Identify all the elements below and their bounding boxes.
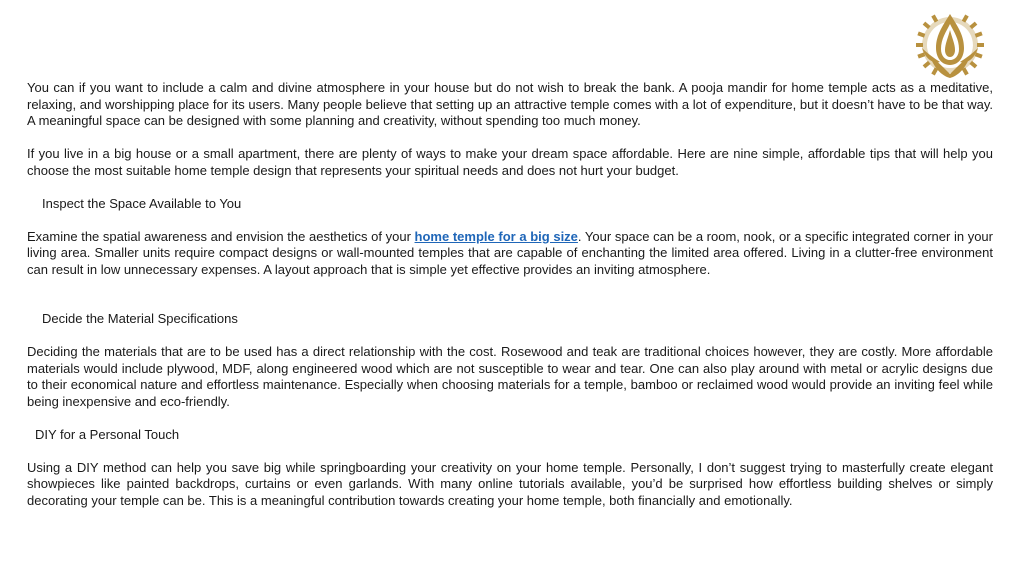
paragraph-spacer — [27, 443, 993, 460]
paragraph-spacer — [27, 212, 993, 229]
section-heading-diy: DIY for a Personal Touch — [35, 426, 180, 442]
section-paragraph-material: Deciding the materials that are to be used has a direct relationship with the cost. Rosewood and teak are traditional choices however, they are costly. More affordable materials would include plywood, MDF, along engineered wood which are not susceptible to wear and tear. One can also play around with metal or acrylic designs due to their economical nature and effortless maintenance. Especially when choosing materials for a temple, bamboo or reclaimed wood would provide an inviting feel while being inexpensive and eco-friendly. — [27, 344, 993, 409]
intro-paragraph-1: You can if you want to include a calm and divine atmosphere in your house but do not wish to break the bank. A pooja mandir for home temple acts as a meditative, relaxing, and worshipping place for its users. Many people believe that setting up an attractive temple comes with a lot of expenditure, but it doesn’t have to be that way. A meaningful space can be designed with some planning and creativity, without spending too much money. — [27, 80, 993, 128]
section-text-after-link: . Your space can be a room, nook, or a specific integrated corner in your living area. Smaller units require compact designs or wall-mounted temples that are capable of enchanting the limited area offered. Living in a clutter-free environment can result in low unnecessary expenses. A layout approach that is simple yet effective provides an inviting atmosphere. — [27, 228, 993, 277]
section-heading-space: Inspect the Space Available to You — [42, 195, 242, 211]
paragraph-spacer — [27, 179, 993, 196]
home-temple-big-size-link[interactable]: home temple for a big size — [414, 228, 578, 244]
lotus-drop-emblem-icon — [912, 8, 988, 80]
brand-logo — [912, 8, 988, 80]
section-paragraph-space — [27, 229, 993, 279]
paragraph-spacer — [27, 278, 993, 311]
intro-paragraph-2: If you live in a big house or a small apartment, there are plenty of ways to make your dream space affordable. Here are nine simple, affordable tips that will help you choose the most suitable home temple design that represents your spiritual needs and does not hurt your budget. — [27, 146, 993, 178]
section-heading-material: Decide the Material Specifications — [42, 311, 238, 326]
paragraph-spacer — [27, 130, 993, 147]
paragraph-spacer — [27, 410, 993, 427]
section-text-before-link: Examine the spatial awareness and envision the aesthetics of your — [27, 228, 415, 244]
document-body — [27, 80, 993, 509]
paragraph-spacer — [27, 328, 993, 345]
section-paragraph-diy: Using a DIY method can help you save big while springboarding your creativity on your home temple. Personally, I don’t suggest trying to masterfully create elegant showpieces like painted backdrops, curtains or even garlands. With many online tutorials available, you’d be surprised how effortless building shelves or simply decorating your temple can be. This is a meaningful contribution towards creating your home temple, both financially and emotionally. — [27, 459, 993, 508]
